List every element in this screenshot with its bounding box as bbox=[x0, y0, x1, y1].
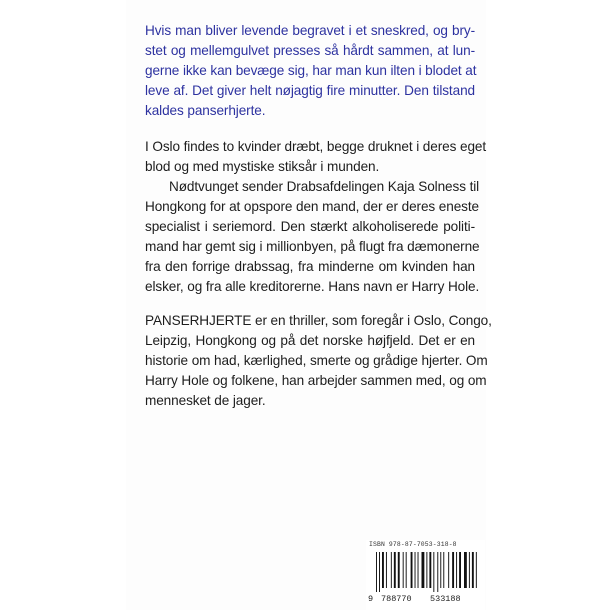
barcode-bar bbox=[398, 552, 400, 588]
barcode-digit-group-1: 788770 bbox=[381, 594, 412, 604]
story-line: fra den forrige drabssag, fra minderne om kvinden han bbox=[145, 259, 475, 274]
barcode-bar bbox=[469, 552, 470, 588]
barcode-bar bbox=[379, 552, 380, 592]
story-line: Hongkong for at opspore den mand, der er deres eneste bbox=[145, 199, 480, 214]
blurb-line: stet og mellemgulvet presses så hårdt sammen, at lun- bbox=[145, 43, 475, 58]
barcode-bar bbox=[422, 552, 425, 588]
barcode-bar bbox=[403, 552, 404, 588]
blurb-line: gerne ikke kan bevæge sig, har man kun ilten i blodet at bbox=[145, 63, 477, 78]
story-paragraph bbox=[145, 137, 487, 297]
barcode-bar bbox=[448, 552, 449, 588]
barcode-graphic bbox=[376, 552, 480, 592]
barcode-bar bbox=[456, 552, 457, 588]
barcode-bar bbox=[437, 552, 438, 592]
barcode-bar bbox=[382, 552, 384, 588]
barcode-bar bbox=[415, 552, 416, 588]
barcode-bar bbox=[433, 552, 434, 592]
blurb-line: Hvis man bliver levende begravet i et sneskred, og bry- bbox=[145, 23, 475, 38]
barcode-bar bbox=[459, 552, 461, 588]
about-line: mennesket de jager. bbox=[145, 393, 266, 408]
barcode-bar bbox=[472, 552, 474, 588]
barcode-bar bbox=[406, 552, 407, 588]
barcode-bar bbox=[386, 552, 387, 588]
story-line: specialist i seriemord. Den stærkt alkoholiserede politi- bbox=[145, 219, 475, 234]
barcode-bar bbox=[443, 552, 444, 588]
barcode-bar bbox=[440, 552, 441, 588]
story-line: I Oslo findes to kvinder dræbt, begge druknet i deres eget bbox=[145, 139, 487, 154]
story-line: Nødtvunget sender Drabsafdelingen Kaja Solness til bbox=[169, 179, 480, 194]
barcode-bar bbox=[418, 552, 419, 588]
about-line: PANSERHJERTE er en thriller, som foregår i Oslo, Congo, bbox=[145, 313, 492, 328]
barcode-bar bbox=[394, 552, 396, 588]
isbn-label: ISBN 978-87-7053-318-8 bbox=[369, 541, 457, 548]
story-line: blod og med mystiske stiksår i munden. bbox=[145, 159, 380, 174]
barcode-digit-lead: 9 bbox=[368, 594, 374, 604]
barcode-bar bbox=[464, 552, 467, 588]
barcode-bar bbox=[391, 552, 392, 588]
barcode-bar bbox=[376, 552, 377, 592]
about-line: historie om had, kærlighed, smerte og grådige hjerter. Om bbox=[145, 353, 488, 368]
barcode-bar bbox=[452, 552, 454, 588]
blurb-paragraph bbox=[145, 21, 475, 121]
barcode-bar bbox=[426, 552, 427, 588]
blurb-line: leve af. Det giver helt nøjagtig fire minutter. Den tilstand bbox=[145, 83, 475, 98]
about-line: Harry Hole og folkene, han arbejder sammen med, og om bbox=[145, 373, 487, 388]
story-line: elsker, og fra alle kreditorerne. Hans navn er Harry Hole. bbox=[145, 279, 480, 294]
about-line: Leipzig, Hongkong og på det norske højfjeld. Det er en bbox=[145, 333, 475, 348]
barcode-bar bbox=[411, 552, 413, 588]
barcode-bar bbox=[476, 552, 477, 588]
blurb-line: kaldes panserhjerte. bbox=[145, 103, 266, 118]
barcode-digit-group-2: 533188 bbox=[430, 594, 461, 604]
about-paragraph bbox=[145, 311, 492, 411]
story-line: mand har gemt sig i millionbyen, på flugt fra dæmonerne bbox=[145, 239, 480, 254]
barcode-bar bbox=[429, 552, 431, 588]
